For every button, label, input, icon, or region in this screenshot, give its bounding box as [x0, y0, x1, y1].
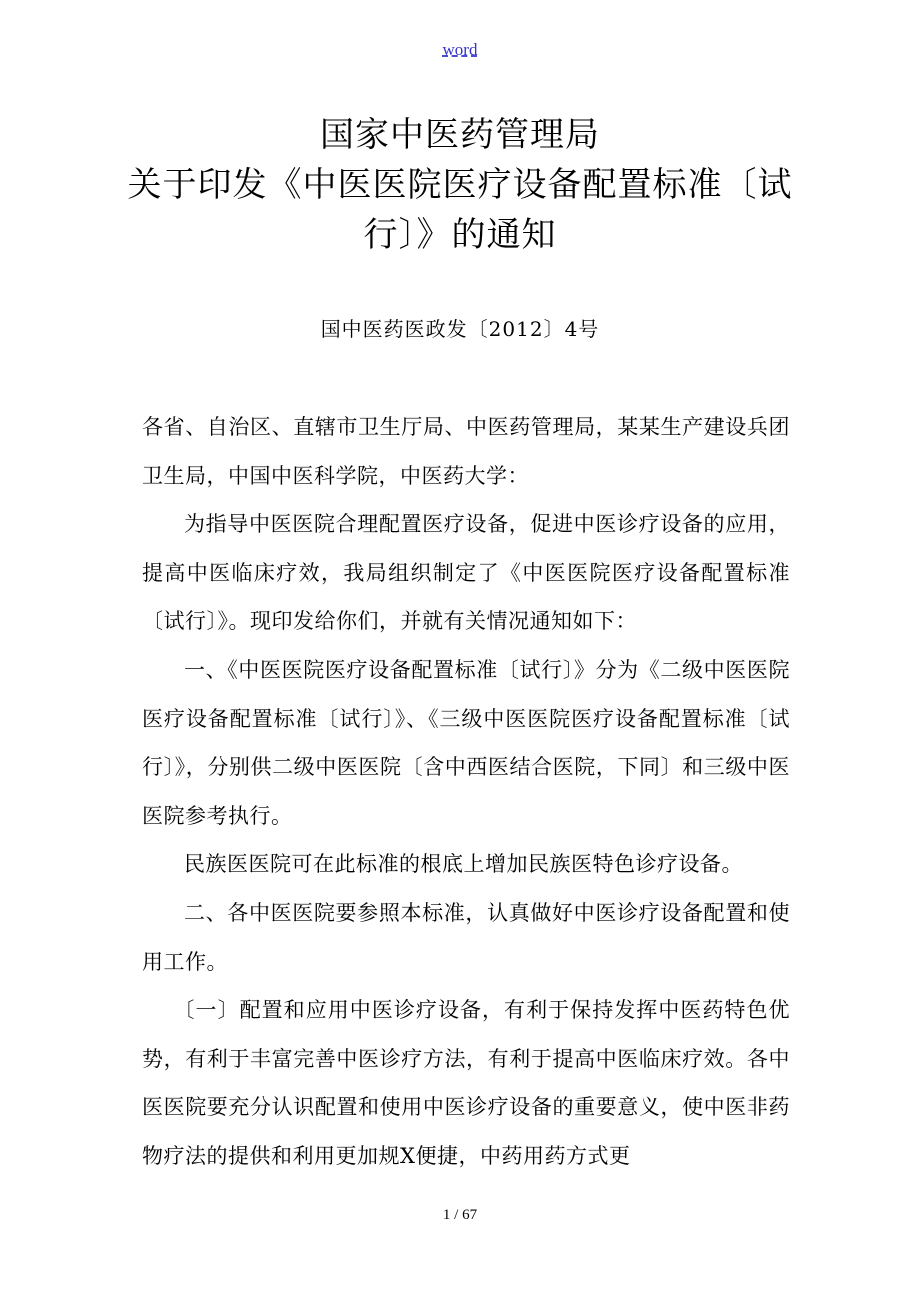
addressee-paragraph: 各省、自治区、直辖市卫生厅局、中医药管理局，某某生产建设兵团卫生局，中国中医科学院，中医药大学：	[142, 415, 790, 488]
word-header-link[interactable]: word	[442, 40, 478, 59]
title-line-3: 行〕》的通知	[363, 215, 557, 255]
title-line-1: 国家中医药管理局	[320, 115, 600, 155]
document-number: 国中医药医政发〔2012〕4号	[320, 317, 600, 341]
section-one-paragraph: 一、《中医医院医疗设备配置标准〔试行〕》分为《二级中医医院医疗设备配置标准〔试行〕》、《三级中医医院医疗设备配置标准〔试行〕》，分别供二级中医医院〔含中西医结合医院，下同〕和三级中医医院参考执行。	[142, 657, 790, 828]
title-line-2: 关于印发《中医医院医疗设备配置标准〔试	[127, 165, 793, 205]
section-two-paragraph: 二、各中医医院要参照本标准，认真做好中医诊疗设备配置和使用工作。	[142, 900, 790, 974]
document-title	[120, 110, 800, 260]
document-body	[142, 403, 790, 1181]
intro-paragraph: 为指导中医医院合理配置医疗设备，促进中医诊疗设备的应用，提高中医临床疗效，我局组织制定了《中医医院医疗设备配置标准〔试行〕》。现印发给你们，并就有关情况通知如下：	[142, 512, 790, 634]
ethnic-hospital-paragraph: 民族医医院可在此标准的根底上增加民族医特色诊疗设备。	[184, 852, 743, 877]
page-indicator: 1 / 67	[442, 1207, 478, 1223]
subsection-one-paragraph: 〔一〕配置和应用中医诊疗设备，有利于保持发挥中医药特色优势，有利于丰富完善中医诊疗方法，有利于提高中医临床疗效。各中医医院要充分认识配置和使用中医诊疗设备的重要意义，使中医非药物疗法的提供和利用更加规X便捷，中药用药方式更	[142, 998, 790, 1168]
